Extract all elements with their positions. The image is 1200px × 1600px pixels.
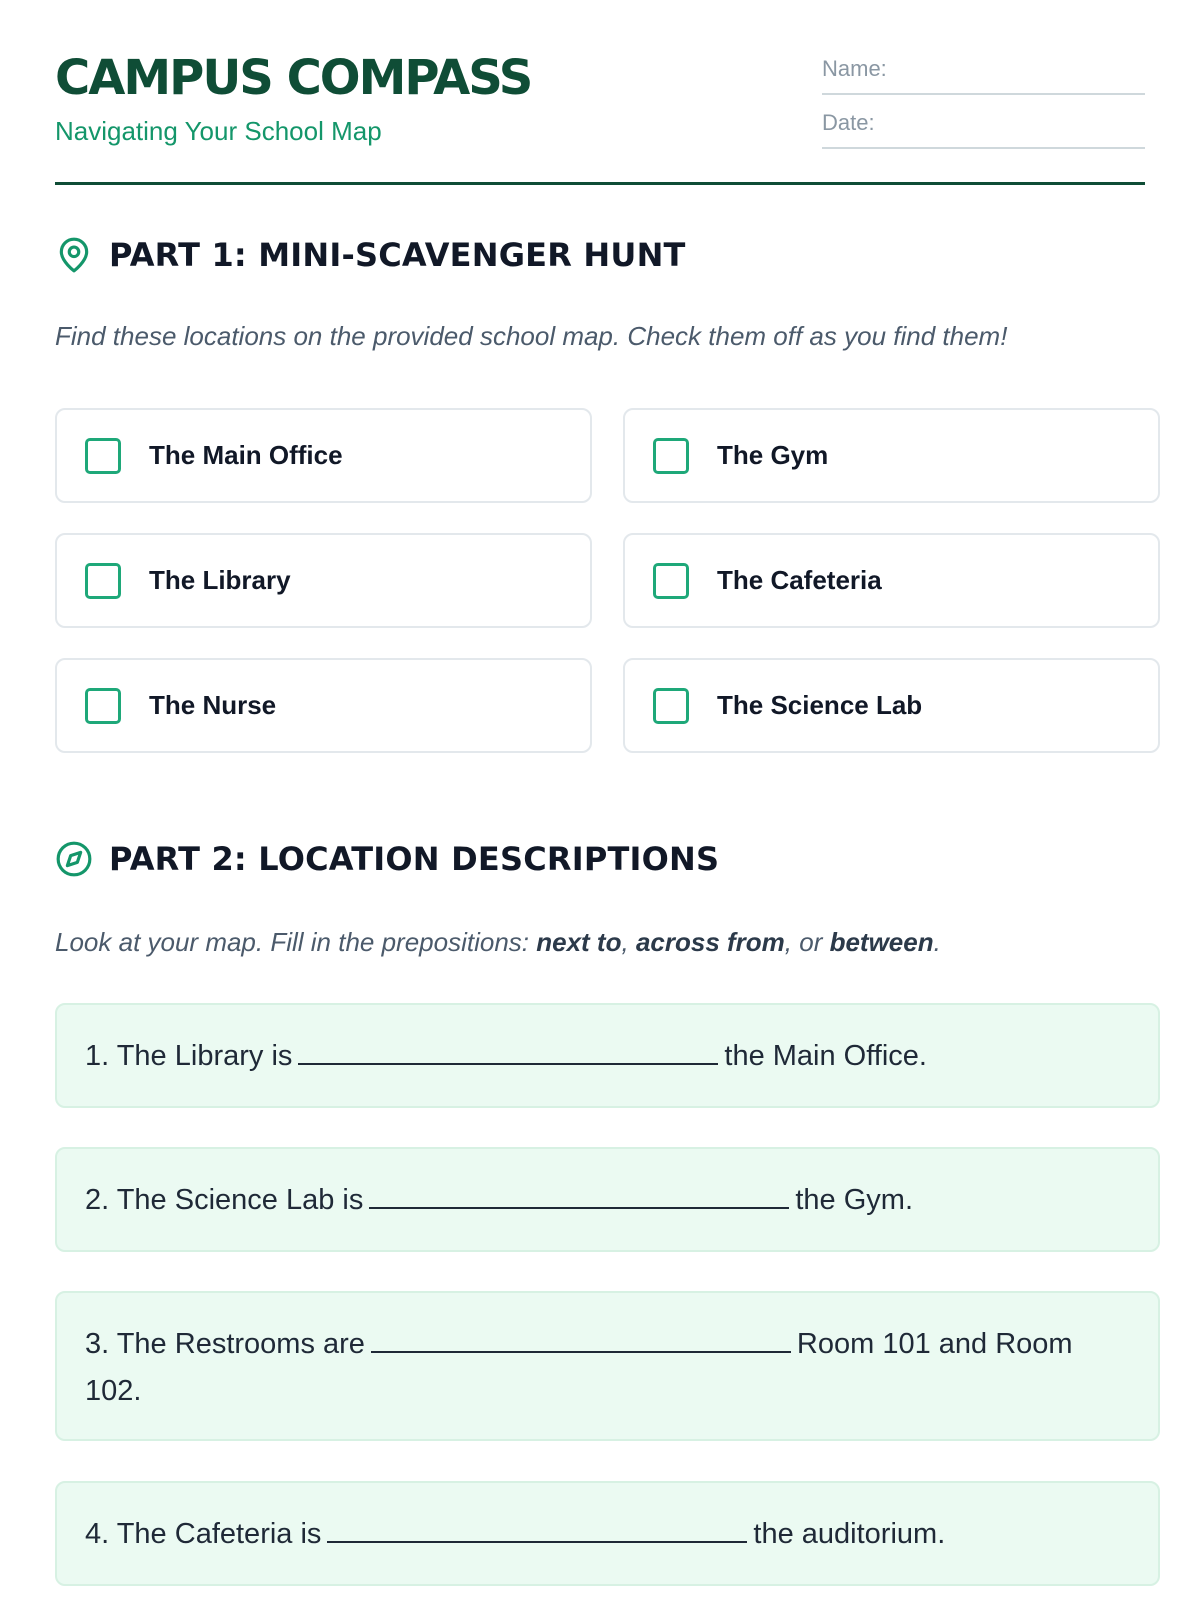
question-text-after: the auditorium. [753,1518,946,1550]
worksheet-header [55,0,1145,185]
separator: , [621,927,636,957]
checklist-item-main-office[interactable] [55,408,592,503]
question-text-after: the Gym. [795,1184,914,1216]
term-next-to: next to [536,927,622,957]
question-3 [55,1291,1160,1441]
page-title: CAMPUS COMPASS [55,50,532,106]
checklist-item-cafeteria[interactable] [623,533,1160,628]
part1-heading [55,236,686,274]
checklist-item-science-lab[interactable] [623,658,1160,753]
part1-title: PART 1: MINI-SCAVENGER HUNT [109,236,686,274]
instructions-suffix: . [933,927,941,957]
name-field[interactable] [822,55,1145,95]
answer-blank[interactable] [298,1033,718,1065]
answer-blank[interactable] [369,1177,789,1209]
checkbox[interactable] [85,438,121,474]
checkbox[interactable] [653,563,689,599]
part2-instructions [55,929,941,955]
checklist-label: The Science Lab [717,690,923,720]
question-4 [55,1481,1160,1586]
checkbox[interactable] [85,688,121,724]
answer-blank[interactable] [327,1511,747,1543]
question-text: 1. The Library is [85,1040,293,1072]
part1-instructions: Find these locations on the provided school map. Check them off as you find them! [55,321,1008,351]
checkbox[interactable] [653,438,689,474]
checklist-label: The Cafeteria [717,565,882,595]
checklist-item-nurse[interactable] [55,658,592,753]
compass-icon [55,840,93,878]
question-text-after: the Main Office. [724,1040,927,1072]
separator: , or [784,927,830,957]
checklist-label: The Gym [717,440,829,470]
checklist-label: The Nurse [149,690,277,720]
question-text: 4. The Cafeteria is [85,1518,322,1550]
date-field[interactable] [822,109,1145,149]
checklist-label: The Library [149,565,291,595]
date-label: Date: [822,110,875,135]
checklist-label: The Main Office [149,440,343,470]
question-text: 2. The Science Lab is [85,1184,364,1216]
name-label: Name: [822,56,887,81]
question-text-after: Room 101 and Room 102. [85,1328,1073,1407]
part2-heading [55,840,719,878]
part2-title: PART 2: LOCATION DESCRIPTIONS [109,840,720,878]
map-pin-icon [55,236,93,274]
page-subtitle: Navigating Your School Map [55,116,382,146]
checklist-item-library[interactable] [55,533,592,628]
question-1 [55,1003,1160,1108]
checkbox[interactable] [653,688,689,724]
checkbox[interactable] [85,563,121,599]
question-2 [55,1147,1160,1252]
term-between: between [829,927,934,957]
term-across-from: across from [635,927,785,957]
student-info [822,55,1145,163]
answer-blank[interactable] [371,1321,791,1353]
question-text: 3. The Restrooms are [85,1328,365,1360]
instructions-prefix: Look at your map. Fill in the prepositions: [55,927,537,957]
checklist-item-gym[interactable] [623,408,1160,503]
